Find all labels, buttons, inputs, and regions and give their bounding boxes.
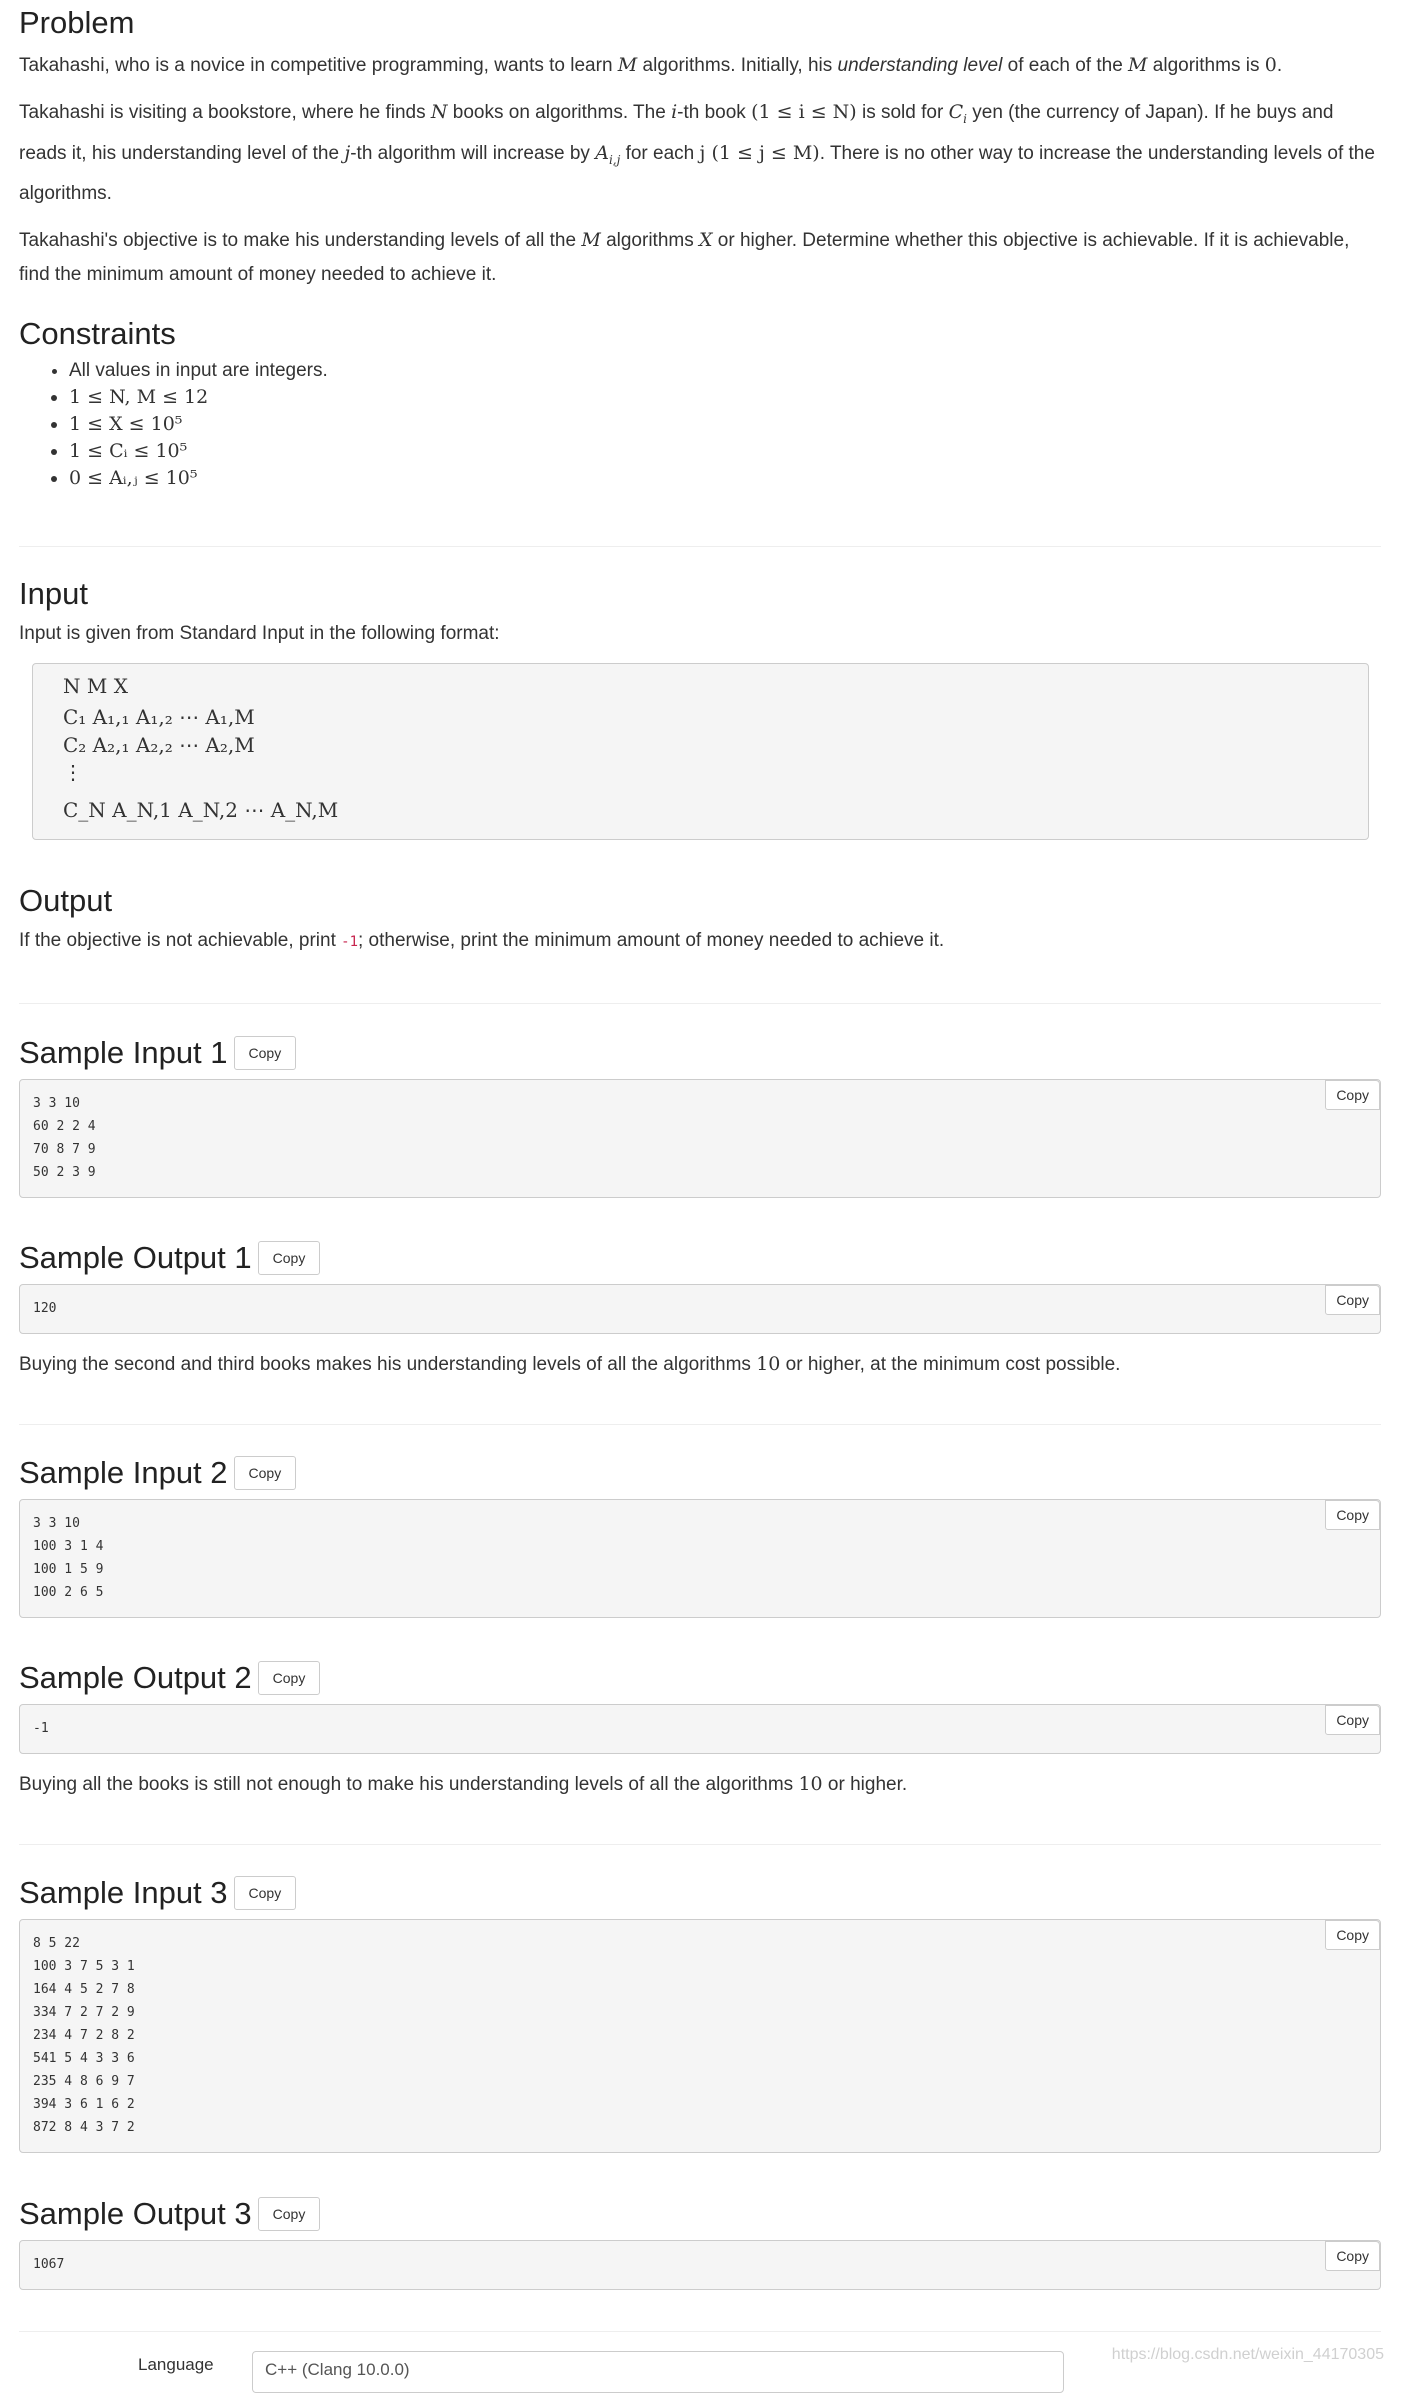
copy-button[interactable]: Copy: [1325, 1705, 1380, 1735]
sample-input-2-heading: Sample Input 2: [19, 1455, 228, 1490]
constraints-section: [19, 315, 1381, 492]
sample-output-2-box: [19, 1704, 1381, 1754]
section-divider: [19, 1003, 1381, 1004]
sample-output-1-heading: Sample Output 1: [19, 1240, 252, 1275]
sample-output-3-box: [19, 2240, 1381, 2290]
constraint-item: • 0 ≤ Aᵢ,ⱼ ≤ 10⁵: [69, 465, 1381, 492]
constraint-item: • All values in input are integers.: [69, 357, 1381, 384]
sample-output-3-text: 1067: [33, 2257, 65, 2272]
copy-button[interactable]: Copy: [1325, 1500, 1380, 1530]
inline-code: -1: [341, 934, 358, 950]
problem-paragraph-2: Takahashi is visiting a bookstore, where he finds N books on algorithms. The i-th book (1 ≤ i ≤ N) is sold for $C_i$ yen (the currency of Japan). If he buys and reads it, his understanding level of the j-th algorithm will increase by $A_{i,j}$ for each j (1 ≤ j ≤ M). There is no other way to increase the understanding levels of the algorithms.: [19, 101, 1375, 204]
sample-output-3-title-row: [19, 2195, 320, 2233]
constraint-item: • 1 ≤ N, M ≤ 12: [69, 384, 1381, 411]
copy-button[interactable]: Copy: [1325, 1920, 1380, 1950]
problem-section: [19, 4, 1381, 292]
copy-button[interactable]: Copy: [234, 1036, 297, 1070]
sample-input-2-title-row: [19, 1454, 296, 1492]
section-divider: [19, 1424, 1381, 1425]
sample-input-3-box: [19, 1919, 1381, 2153]
language-select[interactable]: [252, 2351, 1064, 2393]
copy-button[interactable]: Copy: [258, 1661, 321, 1695]
constraint-item: • 1 ≤ Cᵢ ≤ 10⁵: [69, 438, 1381, 465]
sample-output-1-title-row: [19, 1239, 320, 1277]
output-section: [19, 882, 1381, 959]
input-section: [19, 575, 1381, 651]
problem-paragraph-3: Takahashi's objective is to make his understanding levels of all the M algorithms X or higher. Determine whether this objective is achievable. If it is achievable, find the minimum amount of money needed to achieve it.: [19, 228, 1350, 285]
copy-button[interactable]: Copy: [234, 1456, 297, 1490]
format-line: C₁ A₁,₁ A₁,₂ ⋯ A₁,M: [63, 705, 255, 729]
format-line: C₂ A₂,₁ A₂,₂ ⋯ A₂,M: [63, 733, 255, 757]
constraint-item: • 1 ≤ X ≤ 10⁵: [69, 411, 1381, 438]
sample-output-2-text: -1: [33, 1721, 49, 1736]
problem-heading: Problem: [19, 5, 135, 40]
section-divider: [19, 2331, 1381, 2332]
sample-input-1-title-row: [19, 1034, 296, 1072]
constraints-heading: Constraints: [19, 316, 176, 351]
sample-output-2-heading: Sample Output 2: [19, 1660, 252, 1695]
constraints-list: [19, 357, 1381, 492]
sample-output-1-box: [19, 1284, 1381, 1334]
sample-input-3-text: 8 5 22 100 3 7 5 3 1 164 4 5 2 7 8 334 7 2 7 2 9 234 4 7 2 8 2 541 5 4 3 3 6 235 4 8 6 9 7 394 3 6 1 6 2 872 8 4 3 7 2: [33, 1936, 135, 2135]
copy-button[interactable]: Copy: [258, 2197, 321, 2231]
sample-input-3-title-row: [19, 1874, 296, 1912]
sample-output-1-text: 120: [33, 1301, 57, 1316]
sample-input-2-text: 3 3 10 100 3 1 4 100 1 5 9 100 2 6 5: [33, 1516, 104, 1600]
copy-button[interactable]: Copy: [1325, 2241, 1380, 2271]
watermark: https://blog.csdn.net/weixin_44170305: [1111, 2346, 1384, 2363]
language-select-value: C++ (Clang 10.0.0): [265, 2360, 410, 2379]
output-heading: Output: [19, 883, 113, 918]
format-line: N M X: [63, 674, 128, 698]
sample-input-1-box: [19, 1079, 1381, 1198]
sample-output-2-explanation: Buying all the books is still not enough to make his understanding levels of all the algorithms 10 or higher.: [19, 1773, 908, 1795]
copy-button[interactable]: Copy: [258, 1241, 321, 1275]
input-description: Input is given from Standard Input in the following format:: [19, 623, 500, 644]
problem-paragraph-1: Takahashi, who is a novice in competitive programming, wants to learn M algorithms. Initially, his understanding level of each of the M algorithms is 0.: [19, 54, 1283, 76]
sample-output-1-explanation: Buying the second and third books makes his understanding levels of all the algorithms 10 or higher, at the minimum cost possible.: [19, 1353, 1121, 1375]
sample-input-2-box: [19, 1499, 1381, 1618]
output-description: If the objective is not achievable, print -1; otherwise, print the minimum amount of money needed to achieve it.: [19, 930, 945, 951]
sample-input-1-text: 3 3 10 60 2 2 4 70 8 7 9 50 2 3 9: [33, 1096, 96, 1180]
input-format-box: [32, 663, 1369, 840]
sample-input-1-heading: Sample Input 1: [19, 1035, 228, 1070]
copy-button[interactable]: Copy: [1325, 1285, 1380, 1315]
copy-button[interactable]: Copy: [234, 1876, 297, 1910]
sample-output-3-heading: Sample Output 3: [19, 2196, 252, 2231]
section-divider: [19, 546, 1381, 547]
copy-button[interactable]: Copy: [1325, 1080, 1380, 1110]
sample-output-2-title-row: [19, 1659, 320, 1697]
sample-input-3-heading: Sample Input 3: [19, 1875, 228, 1910]
format-line: C_N A_N,1 A_N,2 ⋯ A_N,M: [63, 798, 339, 822]
format-line: ⋮: [63, 760, 83, 784]
section-divider: [19, 1844, 1381, 1845]
input-heading: Input: [19, 576, 88, 611]
language-label: Language: [138, 2355, 214, 2374]
